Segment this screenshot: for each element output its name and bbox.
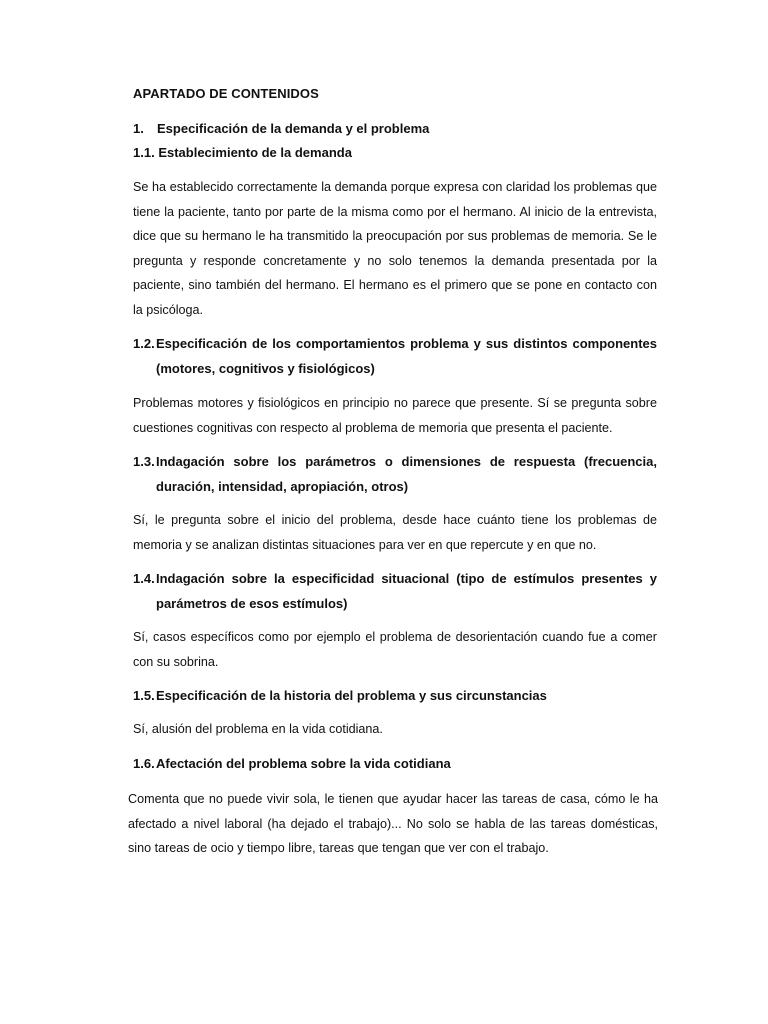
subsection-title: Especificación de los comportamientos problema y sus distintos componentes (motores, cognitivos y fisiológicos) <box>156 336 657 376</box>
subsection-number: 1.3. <box>133 454 155 469</box>
subsection-title: Establecimiento de la demanda <box>158 145 352 160</box>
subsection-heading-1-6 <box>133 752 657 777</box>
subsection-heading-1-5 <box>133 684 657 709</box>
subsection-number: 1.4. <box>133 571 155 586</box>
subsection-number: 1.6. <box>133 756 155 771</box>
subsection-number: 1.1. <box>133 145 155 160</box>
paragraph-1-4: Sí, casos específicos como por ejemplo el problema de desorientación cuando fue a comer con su sobrina. <box>133 630 657 669</box>
subsection-heading-1-3 <box>133 450 657 499</box>
subsection-heading-1-4 <box>133 567 657 616</box>
subsection-title: Afectación del problema sobre la vida cotidiana <box>156 756 451 771</box>
paragraph-1-6: Comenta que no puede vivir sola, le tienen que ayudar hacer las tareas de casa, cómo le ha afectado a nivel laboral (ha dejado el trabajo)... No solo se habla de las tareas domésticas, sino tareas de ocio y tiempo libre, tareas que tengan que ver con el trabajo. <box>128 792 658 855</box>
section-title: Especificación de la demanda y el problema <box>157 121 430 136</box>
subsection-number: 1.2. <box>133 336 155 351</box>
section-heading-1 <box>133 121 429 136</box>
subsection-title: Indagación sobre los parámetros o dimensiones de respuesta (frecuencia, duración, intensidad, apropiación, otros) <box>156 454 657 494</box>
paragraph-1-3: Sí, le pregunta sobre el inicio del problema, desde hace cuánto tiene los problemas de memoria y se analizan distintas situaciones para ver en que repercute y en que no. <box>133 513 657 552</box>
paragraph-1-1: Se ha establecido correctamente la demanda porque expresa con claridad los problemas que tiene la paciente, tanto por parte de la misma como por el hermano. Al inicio de la entrevista, dice que su hermano le ha transmitido la preocupación por sus problemas de memoria. Se le pregunta y responde concretamente y no solo tenemos la demanda presentada por la paciente, sino también del hermano. El hermano es el primero que se pone en contacto con la psicóloga. <box>133 180 657 317</box>
subsection-heading-1-1 <box>133 145 352 160</box>
subsection-number: 1.5. <box>133 688 155 703</box>
subsection-title: Especificación de la historia del problema y sus circunstancias <box>156 688 547 703</box>
document-title: APARTADO DE CONTENIDOS <box>133 86 319 101</box>
section-number: 1. <box>133 121 144 136</box>
subsection-title: Indagación sobre la especificidad situacional (tipo de estímulos presentes y parámetros de esos estímulos) <box>156 571 657 611</box>
paragraph-1-5: Sí, alusión del problema en la vida cotidiana. <box>133 722 383 736</box>
subsection-heading-1-2 <box>133 332 657 381</box>
paragraph-1-2: Problemas motores y fisiológicos en principio no parece que presente. Sí se pregunta sobre cuestiones cognitivas con respecto al problema de memoria que presenta el paciente. <box>133 396 657 435</box>
